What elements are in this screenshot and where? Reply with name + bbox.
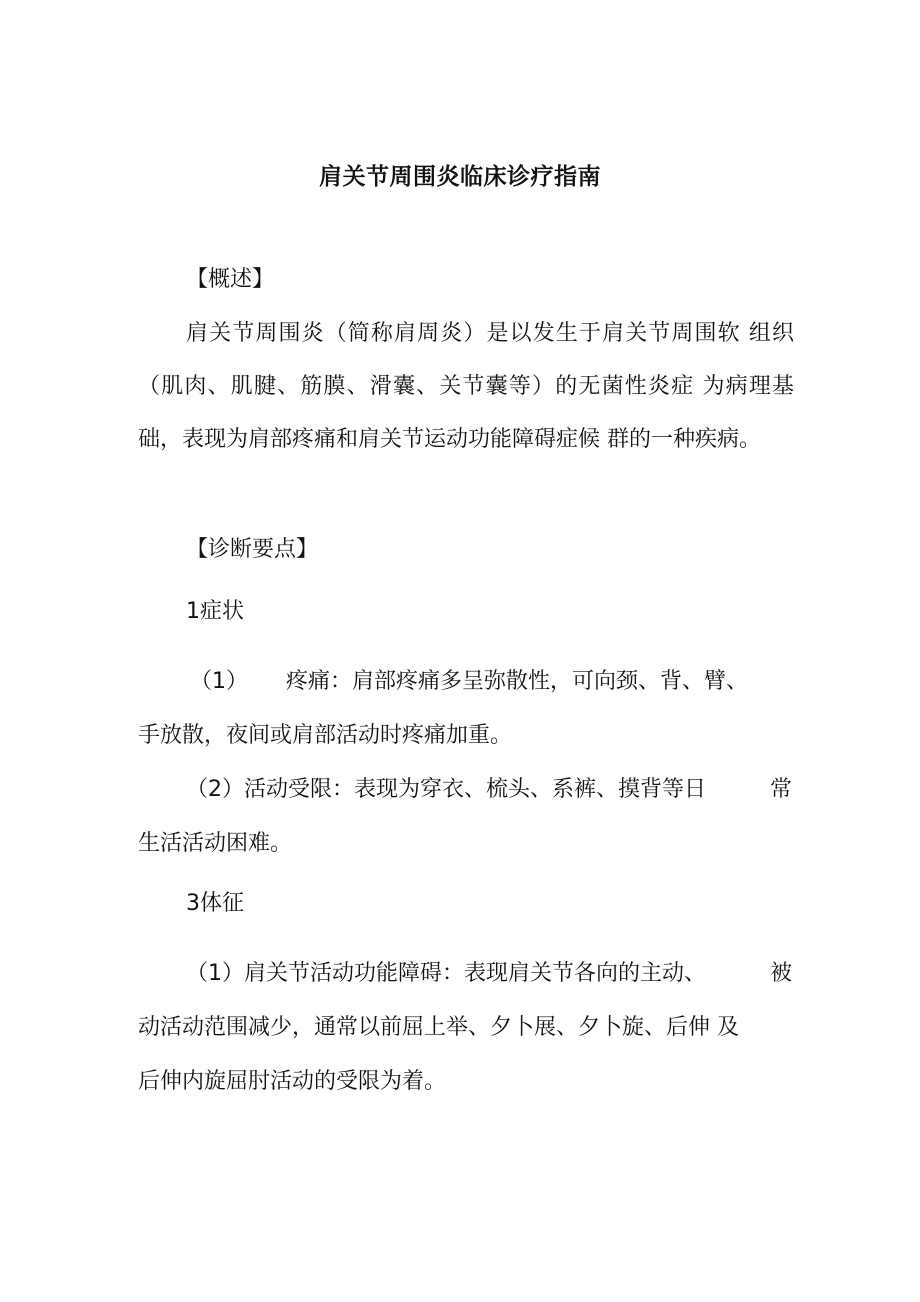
symptom-2-text: （2）活动受限：表现为穿衣、梳头、系裤、摸背等日 [186, 777, 706, 802]
sign-1-tail: 被 [770, 961, 793, 986]
document-title: 肩关节周围炎临床诊疗指南 [319, 164, 601, 190]
overview-paragraph: 肩关节周围炎（简称肩周炎）是以发生于肩关节周围软 组织（肌肉、肌腱、筋膜、滑囊、关节囊等）的无菌性炎症 为病理基础，表现为肩部疼痛和肩关节运动功能障碍症候 群的一种疾病。 [138, 321, 794, 452]
symptoms-heading: 1症状 [186, 599, 244, 624]
sign-1-line-2: 动活动范围减少，通常以前屈上举、夕卜展、夕卜旋、后伸 及 [138, 1015, 739, 1040]
diagnosis-heading: 【诊断要点】 [186, 537, 319, 562]
sign-1-text: （1）肩关节活动功能障碍：表现肩关节各向的主动、 [186, 961, 706, 986]
symptom-2-tail: 常 [770, 777, 793, 802]
symptom-2-continuation: 生活活动困难。 [138, 831, 293, 856]
sign-1-line-3: 后伸内旋屈肘活动的受限为着。 [138, 1069, 447, 1094]
overview-heading: 【概述】 [186, 267, 275, 292]
signs-heading: 3体征 [186, 891, 244, 916]
symptom-1-label: （1） [190, 669, 248, 694]
symptom-1-continuation: 手放散，夜间或肩部活动时疼痛加重。 [138, 723, 513, 748]
symptom-1-text: 疼痛：肩部疼痛多呈弥散性，可向颈、背、臂、 [286, 669, 749, 694]
